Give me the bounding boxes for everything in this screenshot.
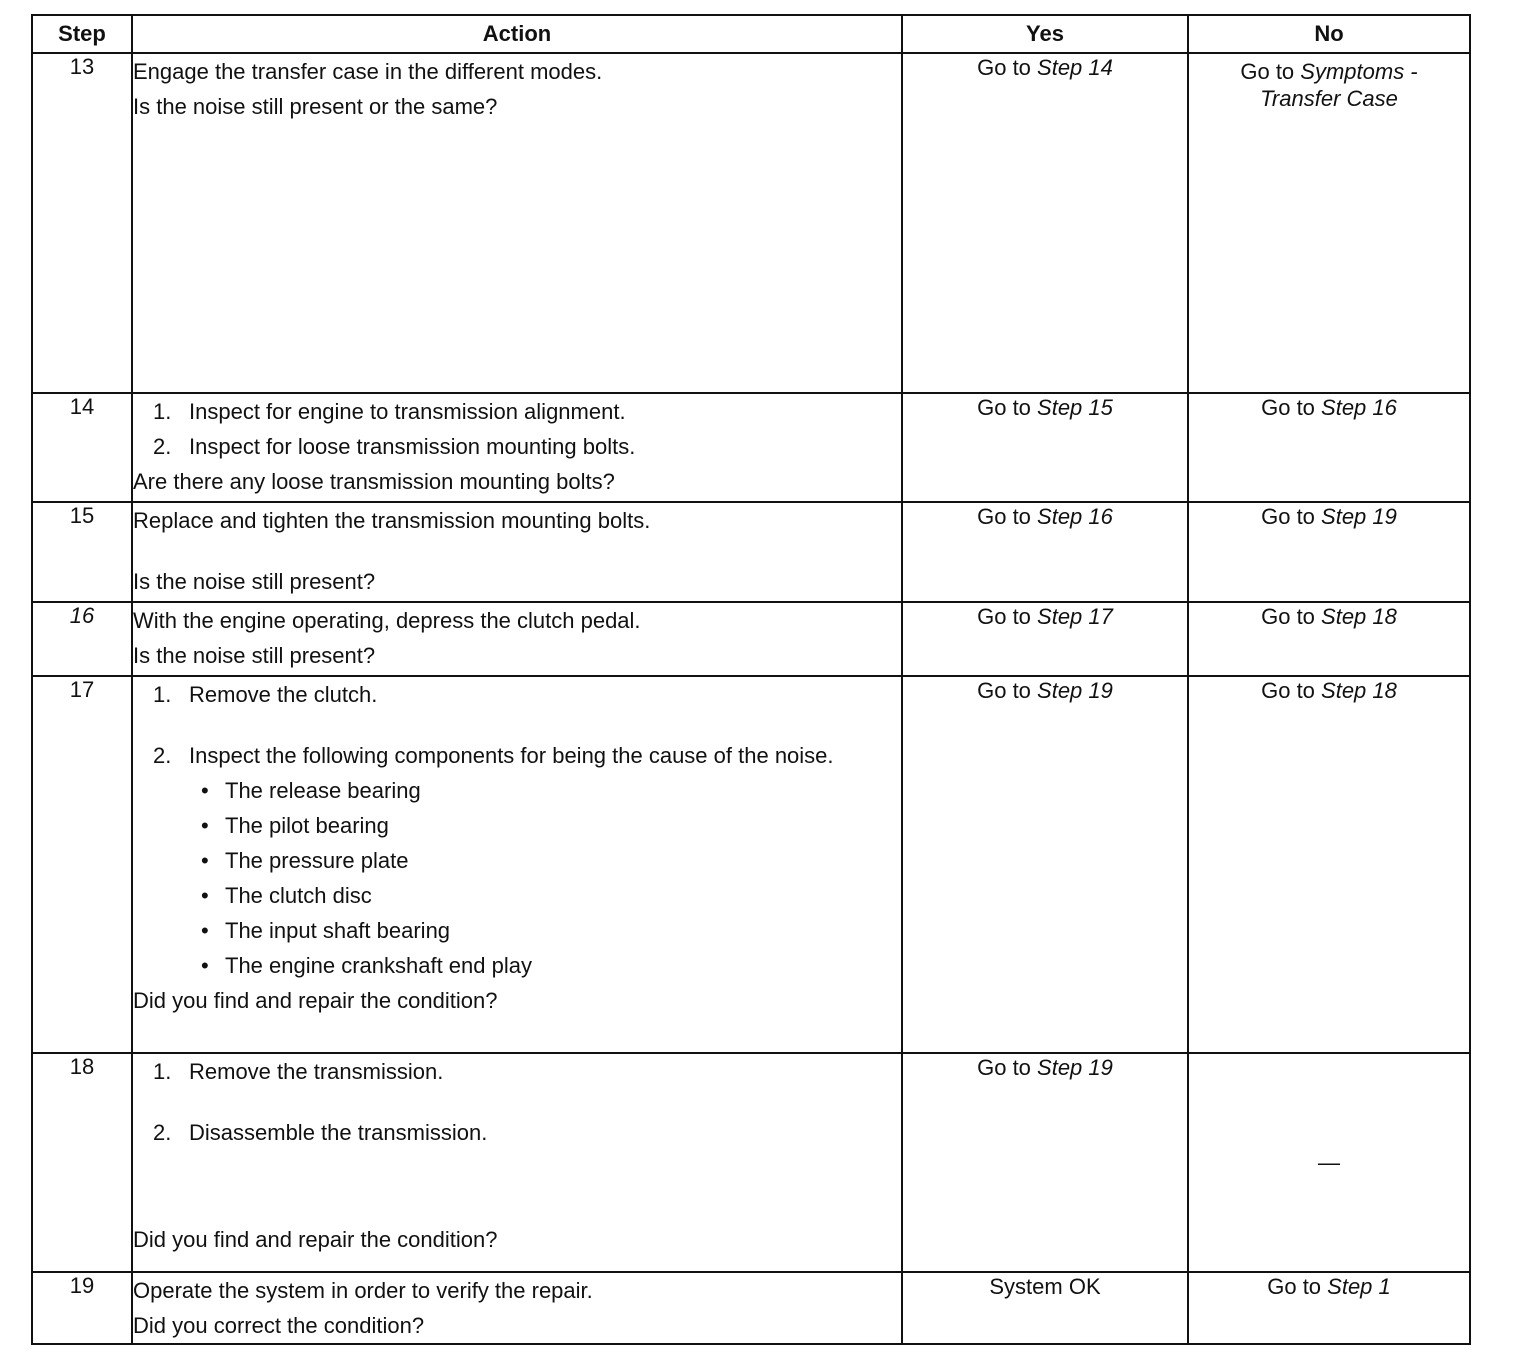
numbered-item: 1. Remove the clutch. [153, 682, 378, 707]
step-number: 16 [32, 602, 132, 676]
bullet-item: • The pilot bearing [201, 813, 389, 838]
diagnostic-table [31, 14, 1471, 1345]
numbered-item: 1. Inspect for engine to transmission alignment. [153, 399, 626, 424]
no-dash: — [1318, 1149, 1340, 1175]
action-text: Replace and tighten the transmission mounting bolts. [133, 508, 651, 533]
no-cell [1188, 502, 1470, 602]
action-question: Are there any loose transmission mounting bolts? [133, 469, 615, 494]
step-number: 13 [32, 53, 132, 393]
header-no: No [1188, 15, 1470, 53]
header-yes: Yes [902, 15, 1188, 53]
no-link[interactable]: Go to Step 18 [1261, 604, 1397, 629]
action-question: Did you find and repair the condition? [133, 988, 498, 1013]
action-cell [132, 676, 902, 1053]
action-text: Engage the transfer case in the different modes. [133, 59, 603, 84]
action-cell [132, 1053, 902, 1272]
step-number: 18 [32, 1053, 132, 1272]
step-number: 19 [32, 1272, 132, 1344]
table-row [32, 602, 1470, 676]
no-cell [1188, 1053, 1470, 1272]
no-cell [1188, 393, 1470, 502]
no-link[interactable]: Go to Step 16 [1261, 395, 1397, 420]
no-link[interactable]: Go to Step 19 [1261, 504, 1397, 529]
yes-link[interactable]: Go to Step 16 [977, 504, 1113, 529]
yes-cell [902, 502, 1188, 602]
action-cell [132, 393, 902, 502]
yes-link[interactable]: Go to Step 14 [977, 55, 1113, 80]
no-link[interactable]: Go to Step 1 [1267, 1274, 1391, 1299]
yes-cell [902, 1053, 1188, 1272]
yes-link[interactable]: Go to Step 15 [977, 395, 1113, 420]
yes-cell [902, 53, 1188, 393]
step-number: 15 [32, 502, 132, 602]
yes-link[interactable]: Go to Step 19 [977, 678, 1113, 703]
no-cell [1188, 676, 1470, 1053]
no-cell [1188, 1272, 1470, 1344]
no-link[interactable]: Go to Step 18 [1261, 678, 1397, 703]
bullet-item: • The release bearing [201, 778, 421, 803]
table-row [32, 53, 1470, 393]
action-question: Is the noise still present or the same? [133, 94, 498, 119]
numbered-item: 2. Disassemble the transmission. [153, 1120, 488, 1145]
no-cell [1188, 53, 1470, 393]
table-row [32, 1053, 1470, 1272]
action-question: Is the noise still present? [133, 569, 376, 594]
table-row [32, 393, 1470, 502]
action-cell [132, 602, 902, 676]
action-question: Did you find and repair the condition? [133, 1227, 498, 1252]
bullet-item: • The input shaft bearing [201, 918, 451, 943]
step-number: 14 [32, 393, 132, 502]
yes-cell [902, 393, 1188, 502]
numbered-item: 2. Inspect the following components for being the cause of the noise. [153, 743, 834, 768]
header-action: Action [132, 15, 902, 53]
action-text: With the engine operating, depress the clutch pedal. [133, 608, 641, 633]
action-question: Did you correct the condition? [133, 1313, 425, 1338]
yes-link[interactable]: Go to Step 19 [977, 1055, 1113, 1080]
bullet-item: • The engine crankshaft end play [201, 953, 532, 978]
yes-cell [902, 1272, 1188, 1344]
step-number: 17 [32, 676, 132, 1053]
yes-result: System OK [989, 1274, 1101, 1299]
action-cell [132, 1272, 902, 1344]
table-row [32, 502, 1470, 602]
yes-cell [902, 676, 1188, 1053]
header-step: Step [32, 15, 132, 53]
numbered-item: 2. Inspect for loose transmission mounting bolts. [153, 434, 636, 459]
numbered-item: 1. Remove the transmission. [153, 1059, 444, 1084]
yes-link[interactable]: Go to Step 17 [977, 604, 1113, 629]
no-link[interactable]: Go to Symptoms - Transfer Case [1240, 59, 1418, 111]
action-question: Is the noise still present? [133, 643, 376, 668]
action-cell [132, 502, 902, 602]
header-row [32, 15, 1470, 53]
table-row [32, 1272, 1470, 1344]
action-cell [132, 53, 902, 393]
yes-cell [902, 602, 1188, 676]
no-cell [1188, 602, 1470, 676]
bullet-item: • The clutch disc [201, 883, 372, 908]
action-text: Operate the system in order to verify the repair. [133, 1278, 593, 1303]
table-row [32, 676, 1470, 1053]
bullet-item: • The pressure plate [201, 848, 409, 873]
